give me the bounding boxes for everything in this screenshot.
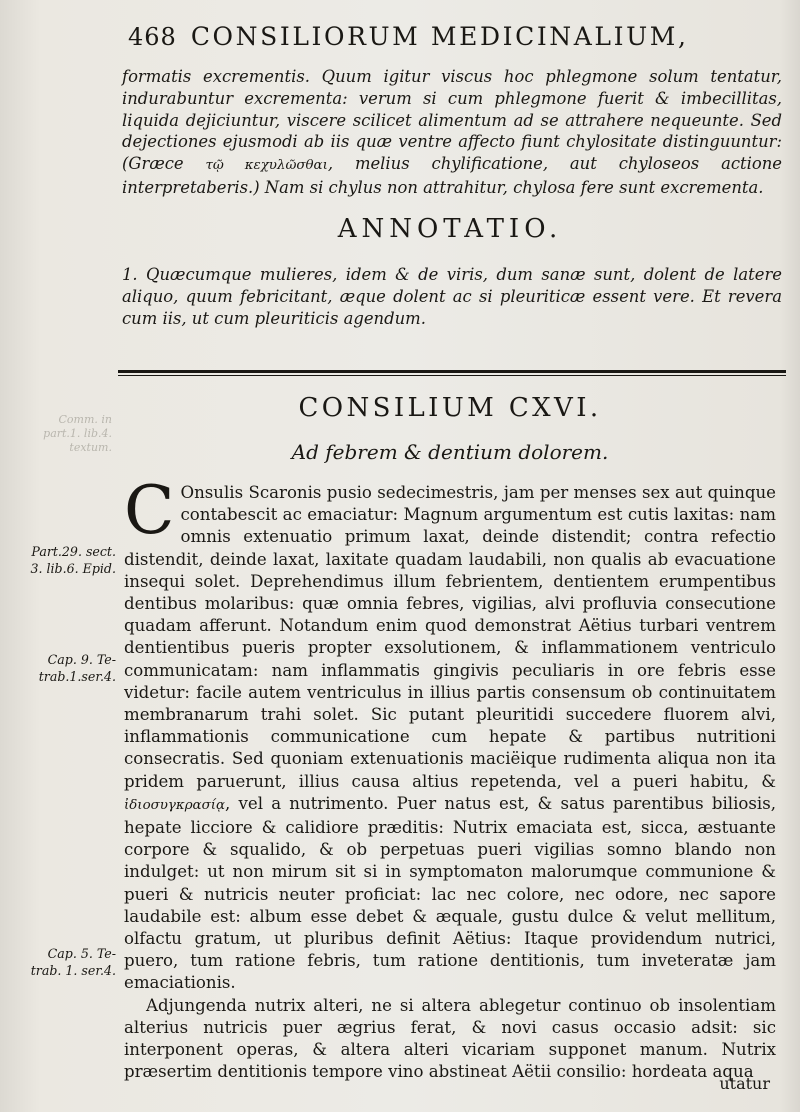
catchword: utatur [719, 1074, 770, 1093]
page-header [128, 22, 748, 56]
paragraph-1-part-b: , vel a nutrimento. Puer natus est, & satus parentibus biliosis, hepate licciore & calidiore præditis: Nutrix emaciata est, sicca, æstuante corpore & squalido, & ob perpetuas pueri vigilias somno blando non indulget: ut non mirum sit si in symptomaton malorumque communione & pueri & nutricis neuter proficiat: lac nec colore, nec odore, nec sapore laudabile est: album esse debet & æquale, gustu dulce & velut mellitum, olfactu gratum, ut pluribus definit Aëtius: Itaque providendum nutrici, puero, tum ratione febris, tum ratione dentitionis, tum inveteratæ jam emaciationis. [124, 793, 776, 993]
consilium-subheading: Ad febrem & dentium dolorem. [291, 440, 609, 464]
continued-paragraph [122, 66, 782, 199]
margin-note-3 [8, 945, 116, 979]
margin-note-line: Part.29. sect. [31, 544, 116, 559]
annotatio-paragraph: 1. Quæcumque mulieres, idem & de viris, dum sanæ sunt, dolent de latere aliquo, quum febricitant, æque dolent ac si pleuriticæ essent vere. Et revera cum iis, ut cum pleuriticis agendum. [122, 265, 782, 328]
annotatio-heading: ANNOTATIO. [337, 214, 563, 244]
margin-note-line: Cap. 5. Te- [47, 946, 116, 961]
margin-note-1 [8, 543, 116, 577]
greek-phrase: τῷ κεχυλῶσθαι [205, 158, 328, 174]
greek-word: ἰδιοσυγκρασίᾳ [124, 797, 226, 813]
consilium-body [124, 472, 776, 1083]
section-rule-thin [118, 375, 786, 376]
consilium-paragraph-2: Adjungenda nutrix alteri, ne si altera ablegetur continuo ob insolentiam alterius nutricis puer ægrius ferat, & novi casus occasio adsit: sic interponent operas, & altera alteri vicariam supponet manum. Nutrix præsertim dentitionis tempore vino abstineat Aëtii consilio: hordeata aqua [124, 995, 776, 1082]
margin-note-line: trab.1.ser.4. [38, 669, 116, 684]
continued-text-part2: , melius chylificatione, aut chyloseos actione interpretaberis.) Nam si chylus non attrahitur, chylosa fere sunt excrementa. [122, 154, 782, 197]
page-number: 468 [128, 23, 177, 51]
continued-text [122, 66, 782, 199]
margin-note-line: 3. lib.6. Epid. [30, 561, 116, 576]
running-head: CONSILIORUM MEDICINALIUM, [190, 22, 689, 51]
margin-note-line: Cap. 9. Te- [47, 652, 116, 667]
section-rule-thick [118, 370, 786, 373]
continued-text-part1: formatis excrementis. Quum igitur viscus hoc phlegmone solum tentatur, indurabuntur excrementa: verum si cum phlegmone fuerit & imbecillitas, liquida dejiciuntur, viscere scilicet alimentum ad se attrahere nequeunte. Sed dejectiones ejusmodi ab iis quæ ventre affecto fiunt chylositate distinguuntur: (Græce [122, 67, 782, 174]
paragraph-1-part-a: Onsulis Scaronis pusio sedecimestris, jam per menses sex aut quinque contabescit ac emaciatur: Magnum argumentum est cutis laxitas: nam omnis extenuatio primum laxat, deinde distendit; contra refectio distendit, deinde laxat, laxitate quadam laudabili, non qualis ab evacuatione insequi solet. Deprehendimus illum febrientem, dentientem erumpentibus dentibus molaribus: quæ omnia febres, vigilias, alvi profluvia consecutione quadam afferunt. Notandum enim quod demonstrat Aëtius turbari ventrem dentientibus pueris propter exsolutionem, & inflammationem ventriculo communicatam: nam inflammatis gingivis peculiaris in ore febris esse videtur: facile autem ventriculus in illius partis consensum ob continuitatem membranarum trahi solet. Sic putant pleuritidi succedere fluorem alvi, inflammationis communicatione cum hepate & partibus nutritioni consecratis. Sed quoniam extenuationis maciëique rudimenta aliqua non ita pridem paruerunt, illius causa altius repetenda, vel a pueri habitu, & [124, 483, 776, 791]
drop-cap: C [124, 472, 175, 549]
consilium-paragraph-1 [124, 472, 776, 995]
bleed-through-note: Comm. in part.1. lib.4. textum. [43, 413, 112, 454]
margin-note-line: trab. 1. ser.4. [30, 963, 116, 978]
margin-note-2 [8, 651, 116, 685]
consilium-heading: CONSILIUM CXVI. [298, 393, 602, 423]
annotatio-text [122, 264, 782, 329]
